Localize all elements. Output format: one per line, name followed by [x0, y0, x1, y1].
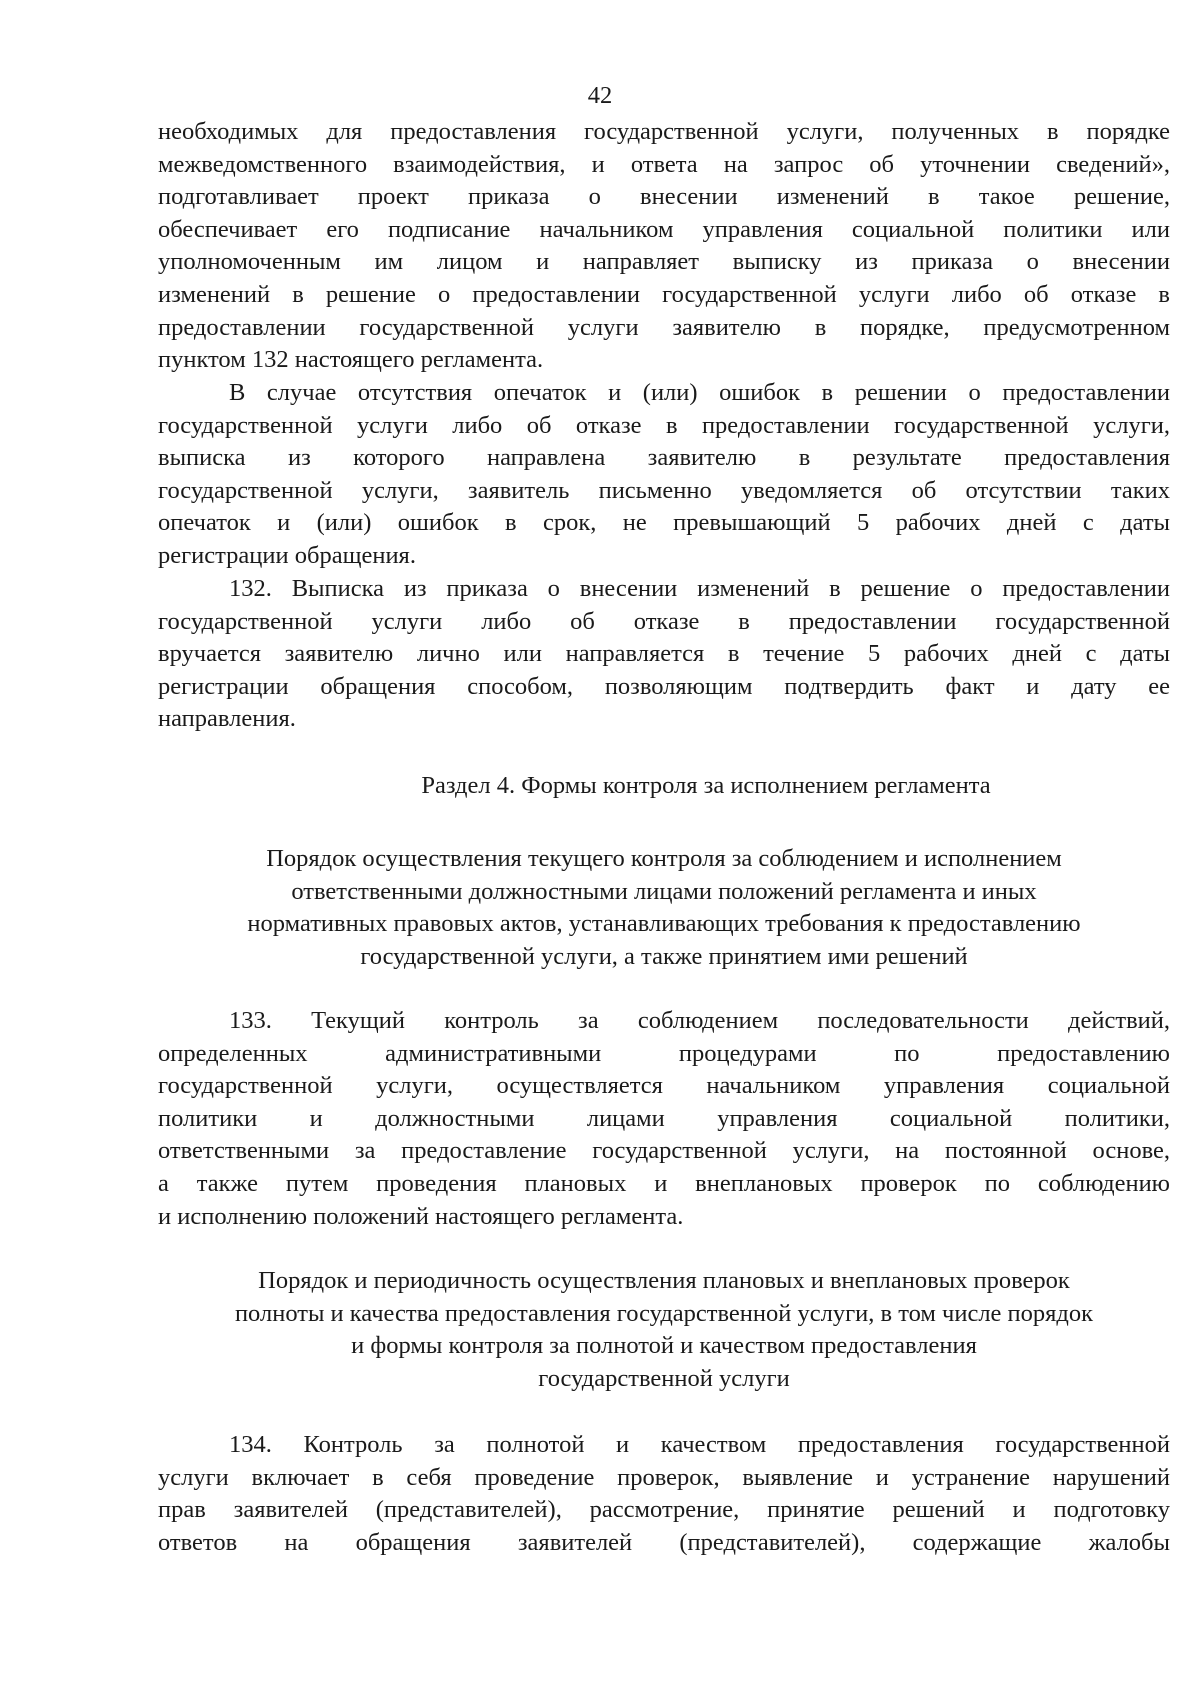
text-line: предоставлении государственной услуги заявителю в порядке, предусмотренном — [158, 313, 1170, 341]
page-number: 42 — [587, 82, 613, 109]
paragraph-continuation — [158, 116, 1170, 377]
text-line: направления. — [158, 705, 296, 733]
text-line: ответов на обращения заявителей (представителей), содержащие жалобы — [158, 1528, 1170, 1556]
text-line: пунктом 132 настоящего регламента. — [158, 346, 544, 374]
heading-line: ответственными должностными лицами положений регламента и иных — [291, 877, 1037, 905]
text-line: прав заявителей (представителей), рассмотрение, принятие решений и подготовку — [158, 1496, 1170, 1524]
text-line: вручается заявителю лично или направляется в течение 5 рабочих дней с даты — [158, 640, 1170, 668]
heading-line: и формы контроля за полнотой и качеством предоставления — [351, 1332, 977, 1360]
heading-line: Порядок и периодичность осуществления плановых и внеплановых проверок — [258, 1267, 1070, 1294]
text-line: опечаток и (или) ошибок в срок, не превышающий 5 рабочих дней с даты — [158, 509, 1170, 537]
text-line: услуги включает в себя проведение проверок, выявление и устранение нарушений — [158, 1463, 1170, 1491]
text-line: 133. Текущий контроль за соблюдением последовательности действий, — [229, 1007, 1170, 1034]
text-line: регистрации обращения способом, позволяющим подтвердить факт и дату ее — [158, 672, 1170, 700]
text-line: уполномоченным им лицом и направляет выписку из приказа о внесении — [158, 248, 1170, 276]
heading-line: государственной услуги, а также принятием ими решений — [360, 942, 968, 970]
text-line: и исполнению положений настоящего регламента. — [158, 1202, 684, 1230]
paragraph-132 — [158, 573, 1170, 736]
text-line: обеспечивает его подписание начальником управления социальной политики или — [158, 215, 1170, 243]
subheading-inspections — [158, 1265, 1170, 1395]
text-line: ответственными за предоставление государственной услуги, на постоянной основе, — [158, 1137, 1170, 1165]
heading-line: Порядок осуществления текущего контроля за соблюдением и исполнением — [266, 845, 1062, 872]
text-line: изменений в решение о предоставлении государственной услуги либо об отказе в — [158, 280, 1170, 308]
text-line: государственной услуги, заявитель письменно уведомляется об отсутствии таких — [158, 476, 1170, 504]
paragraph-133 — [158, 1005, 1170, 1233]
text-line: необходимых для предоставления государственной услуги, полученных в порядке — [158, 118, 1170, 145]
text-line: государственной услуги либо об отказе в предоставлении государственной услуги, — [158, 411, 1170, 439]
section-title: Раздел 4. Формы контроля за исполнением регламента — [421, 772, 991, 799]
heading-line: государственной услуги — [538, 1364, 790, 1392]
text-line: выписка из которого направлена заявителю в результате предоставления — [158, 444, 1170, 472]
text-line: политики и должностными лицами управления социальной политики, — [158, 1104, 1170, 1132]
text-line: государственной услуги, осуществляется начальником управления социальной — [158, 1072, 1170, 1100]
text-line: государственной услуги либо об отказе в предоставлении государственной — [158, 607, 1170, 635]
text-line: межведомственного взаимодействия, и ответа на запрос об уточнении сведений», — [158, 150, 1170, 178]
paragraph-134 — [158, 1429, 1170, 1559]
heading-line: полноты и качества предоставления государственной услуги, в том числе порядок — [234, 1299, 1094, 1327]
text-line: а также путем проведения плановых и внеплановых проверок по соблюдению — [158, 1169, 1170, 1197]
paragraph-no-errors — [158, 377, 1170, 573]
text-line: 134. Контроль за полнотой и качеством предоставления государственной — [229, 1431, 1170, 1458]
text-line: 132. Выписка из приказа о внесении изменений в решение о предоставлении — [229, 575, 1170, 602]
subheading-current-control — [158, 843, 1170, 973]
text-line: регистрации обращения. — [158, 541, 416, 569]
text-line: определенных административными процедурами по предоставлению — [158, 1039, 1170, 1067]
text-line: подготавливает проект приказа о внесении изменений в такое решение, — [158, 183, 1170, 211]
text-line: В случае отсутствия опечаток и (или) ошибок в решении о предоставлении — [229, 379, 1170, 406]
heading-line: нормативных правовых актов, устанавливающих требования к предоставлению — [247, 910, 1081, 938]
